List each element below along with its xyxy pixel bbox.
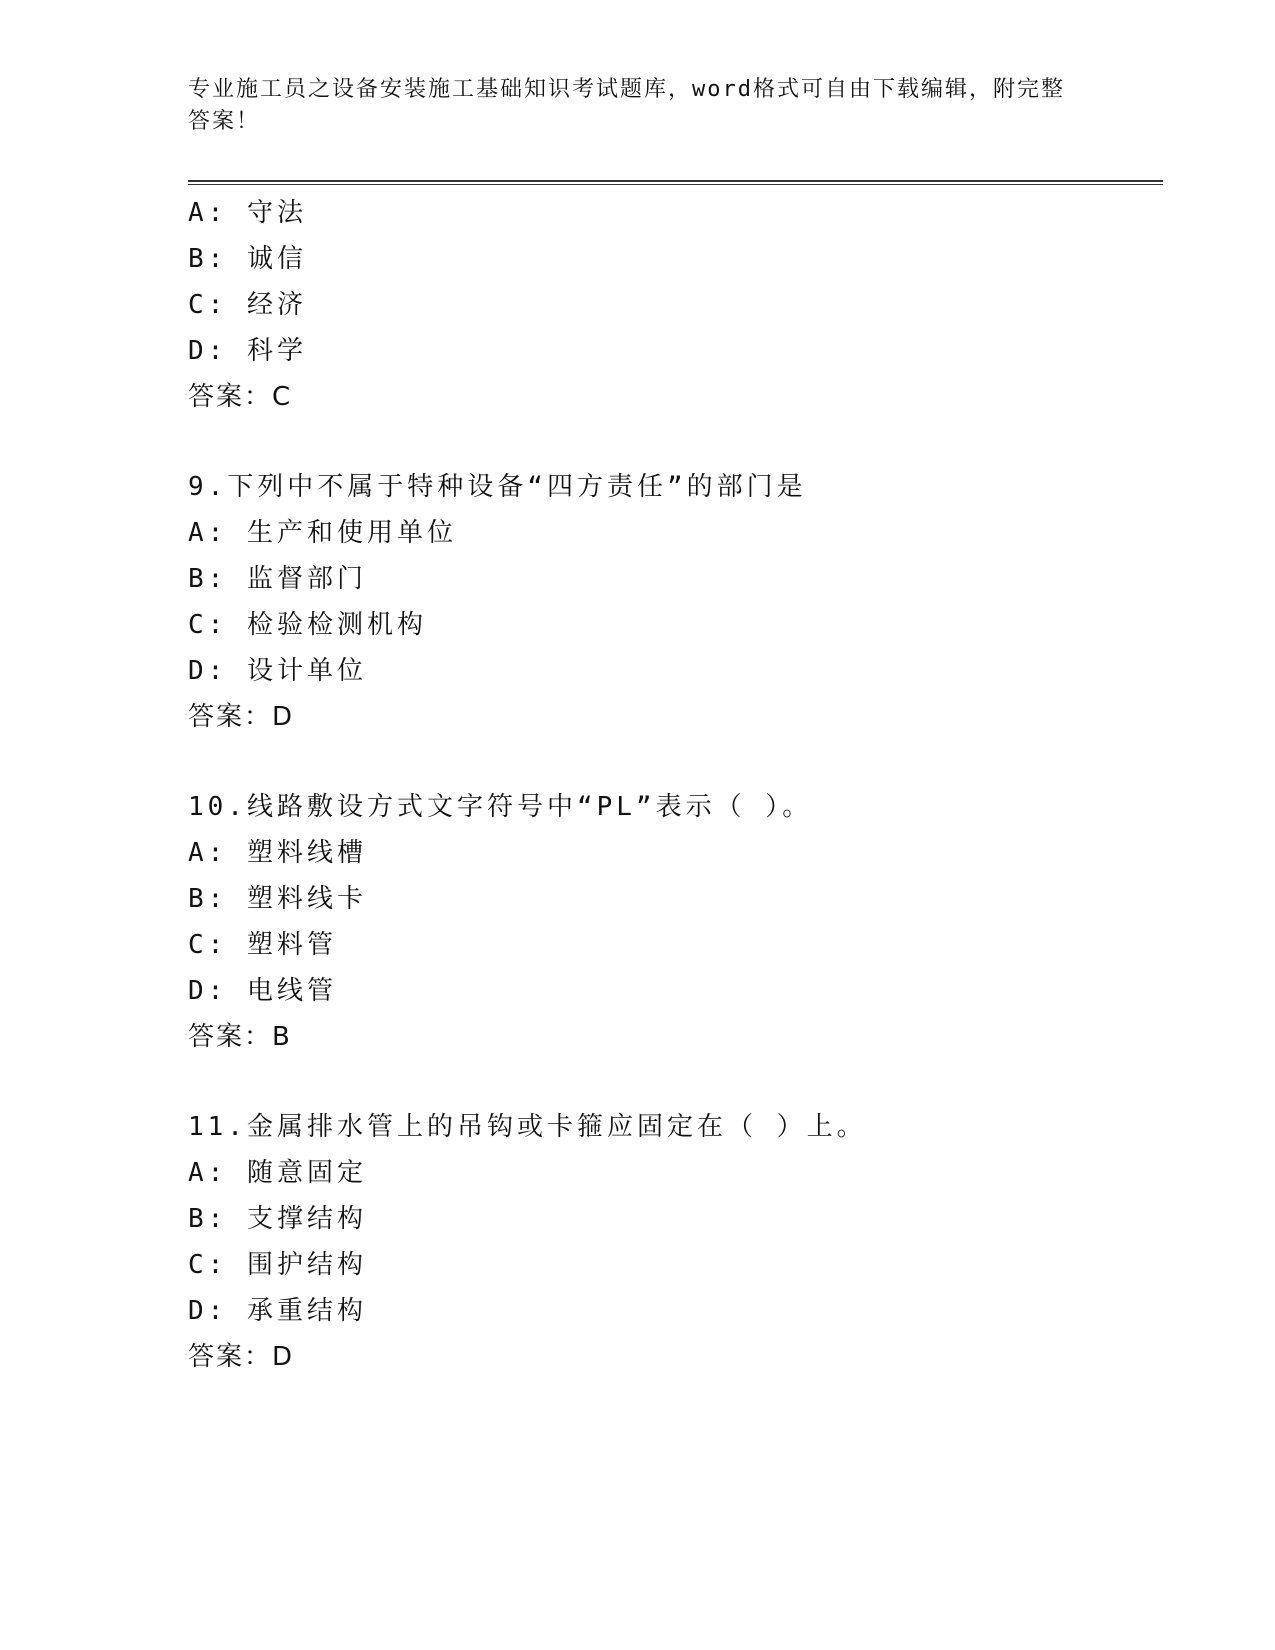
option-a: A: 随意固定 <box>188 1158 367 1188</box>
option-a: A: 守法 <box>188 198 307 228</box>
option-c: C: 塑料管 <box>188 930 337 960</box>
option-d: D: 电线管 <box>188 976 337 1006</box>
question-block-8 <box>188 190 1168 420</box>
option-b: B: 塑料线卡 <box>188 884 367 914</box>
header-divider <box>188 180 1163 185</box>
option-d: D: 承重结构 <box>188 1296 367 1326</box>
document-header: 专业施工员之设备安装施工基础知识考试题库，word格式可自由下载编辑，附完整答案！ <box>188 77 1065 134</box>
option-b: B: 诚信 <box>188 244 307 274</box>
option-c: C: 围护结构 <box>188 1250 367 1280</box>
option-c: C: 检验检测机构 <box>188 610 427 640</box>
option-b: B: 支撑结构 <box>188 1204 367 1234</box>
answer-line: 答案：C <box>188 382 293 412</box>
answer-line: 答案：D <box>188 702 295 732</box>
question-block-11 <box>188 1104 1168 1380</box>
option-d: D: 设计单位 <box>188 656 367 686</box>
answer-line: 答案：D <box>188 1342 295 1372</box>
question-block-9 <box>188 464 1168 740</box>
option-b: B: 监督部门 <box>188 564 367 594</box>
option-a: A: 塑料线槽 <box>188 838 367 868</box>
option-d: D: 科学 <box>188 336 307 366</box>
question-block-10 <box>188 784 1168 1060</box>
option-c: C: 经济 <box>188 290 307 320</box>
answer-line: 答案：B <box>188 1022 292 1052</box>
question-text: 11.金属排水管上的吊钩或卡箍应固定在（ ）上。 <box>188 1112 867 1142</box>
question-text: 10.线路敷设方式文字符号中“PL”表示（ ）。 <box>188 792 813 822</box>
question-list <box>188 190 1168 1380</box>
option-a: A: 生产和使用单位 <box>188 518 457 548</box>
question-text: 9.下列中不属于特种设备“四方责任”的部门是 <box>188 472 807 502</box>
